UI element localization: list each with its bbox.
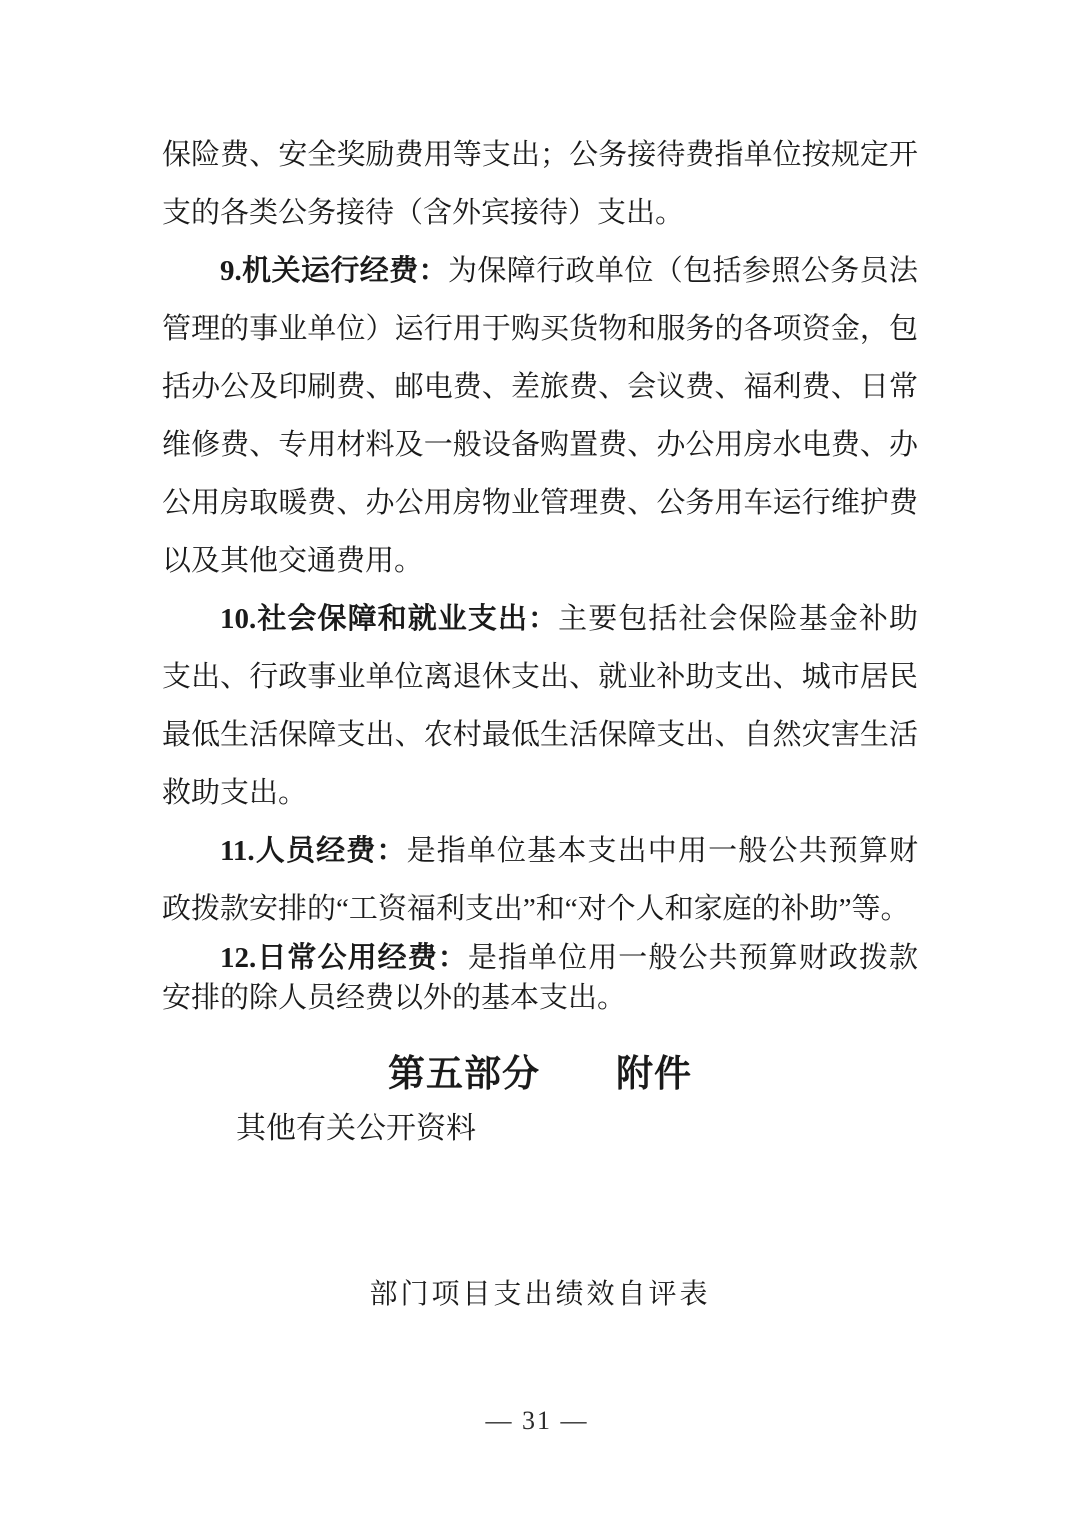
paragraph-lead: 11.人员经费：	[220, 835, 407, 867]
paragraph-lead: 10.社会保障和就业支出：	[220, 603, 559, 635]
page-number: — 31 —	[485, 1406, 589, 1435]
paragraph-lead: 12.日常公用经费：	[220, 942, 468, 974]
paragraph: 11.人员经费：是指单位基本支出中用一般公共预算财政拨款安排的“工资福利支出”和“对个人和家庭的补助”等。	[162, 835, 918, 925]
paragraph-lead: 9.机关运行经费：	[220, 255, 448, 287]
paragraph: 9.机关运行经费：为保障行政单位（包括参照公务员法管理的事业单位）运行用于购买货物和服务的各项资金，包括办公及印刷费、邮电费、差旅费、会议费、福利费、日常维修费、专用材料及一般设备购置费、办公用房水电费、办公用房取暖费、办公用房物业管理费、公务用车运行维护费以及其他交通费用。	[162, 255, 918, 577]
paragraph: 保险费、安全奖励费用等支出；公务接待费指单位按规定开支的各类公务接待（含外宾接待）支出。	[162, 139, 918, 229]
section-heading: 第五部分 附件	[388, 1053, 692, 1094]
subsection-label: 其他有关公开资料	[236, 1112, 476, 1145]
paragraph: 12.日常公用经费：是指单位用一般公共预算财政拨款安排的除人员经费以外的基本支出。	[162, 942, 918, 1014]
attachment-table-title: 部门项目支出绩效自评表	[369, 1279, 711, 1310]
paragraph: 10.社会保障和就业支出：主要包括社会保险基金补助支出、行政事业单位离退休支出、就业补助支出、城市居民最低生活保障支出、农村最低生活保障支出、自然灾害生活救助支出。	[162, 603, 918, 809]
body-paragraphs	[162, 126, 918, 1018]
